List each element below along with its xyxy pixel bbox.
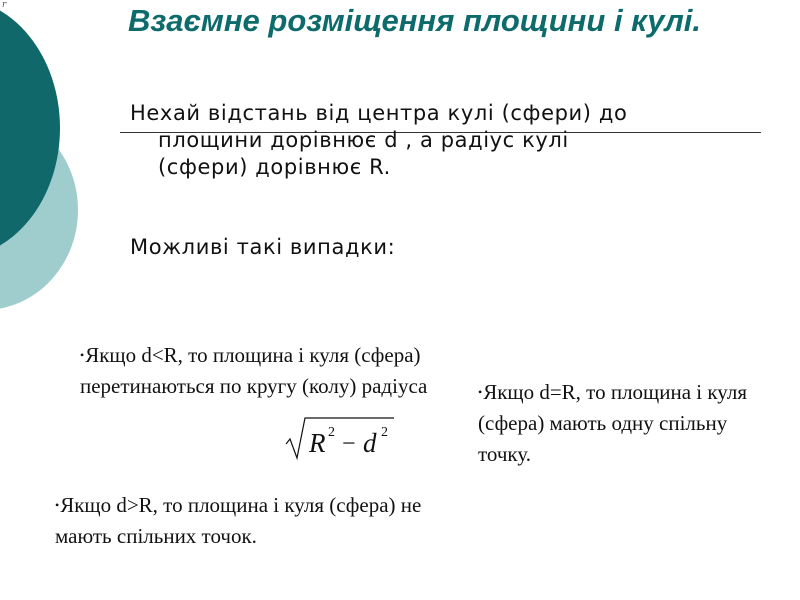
bullet: • <box>478 385 483 399</box>
case-no-contact <box>55 490 475 552</box>
radius-formula <box>284 414 396 462</box>
case-tangent-text: Якщо d=R, то площина і куля (сфера) мають одну спільну точку. <box>478 380 747 466</box>
bullet: • <box>80 348 85 362</box>
corner-mark: r <box>2 0 7 10</box>
intro-paragraph: Нехай відстань від центра кулі (сфери) до площини дорівнює d , а радіус кулі (сфери) дорівнює R. <box>130 101 628 179</box>
bullet: • <box>55 498 60 512</box>
formula-minus: − <box>342 431 356 457</box>
case-intersect-text: Якщо d<R, то площина і куля (сфера) перетинаються по кругу (колу) радіуса <box>80 343 428 398</box>
formula-base-r: R <box>309 428 326 458</box>
case-intersect <box>80 340 460 402</box>
slide-title: Взаємне розміщення площини і кулі. <box>128 3 702 38</box>
formula-base-d: d <box>363 428 377 458</box>
cases-intro: Можливі такі випадки: <box>130 235 396 259</box>
case-tangent <box>478 377 778 470</box>
formula-exp-d: 2 <box>381 425 388 440</box>
case-no-contact-text: Якщо d>R, то площина і куля (сфера) не мають спільних точок. <box>55 493 422 548</box>
formula-exp-r: 2 <box>328 425 335 440</box>
